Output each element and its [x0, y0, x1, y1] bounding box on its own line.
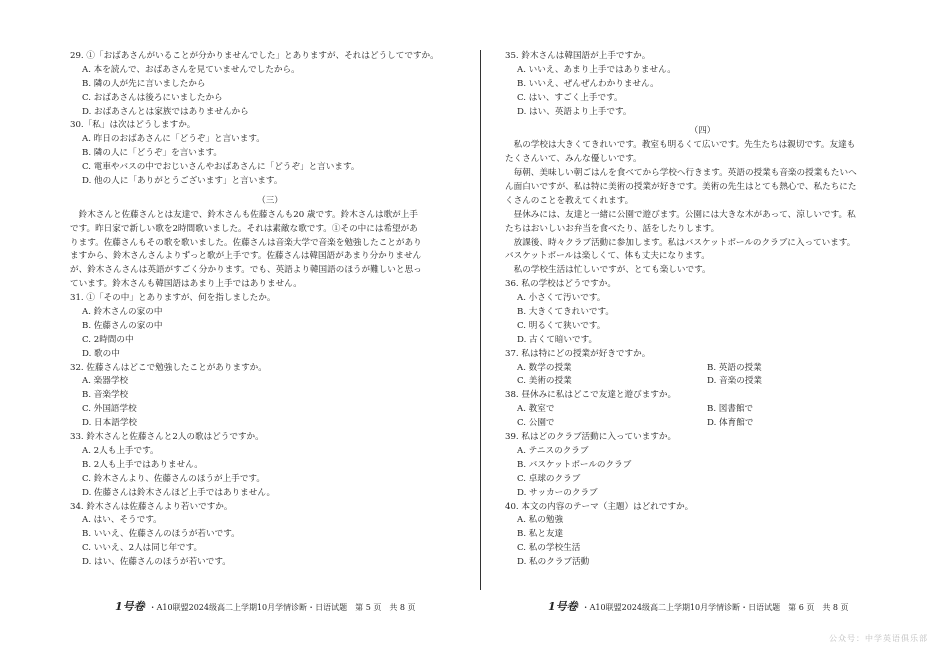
passage-line: ています。鈴木さんも韓国語はあまり上手ではありません。 [70, 279, 302, 290]
passage-line: たちはおいしいお弁当を食べたり、話をしたりします。 [505, 223, 720, 234]
passage-line: ります。佐藤さんもその歌を歌いました。佐藤さんは音楽大学で音楽を勉強したことがあり [70, 237, 422, 248]
answer-option: C. いいえ、2人は同じ年です。 [82, 543, 203, 554]
answer-option: D. 歌の中 [82, 348, 120, 359]
passage-line: 鈴木さんと佐藤さんとは友達で、鈴木さんも佐藤さんも20 歳です。鈴木さんは歌が上手 [70, 209, 418, 220]
answer-option: C. 鈴木さんより、佐藤さんのほうが上手です。 [82, 473, 265, 484]
question-stem: 32. 佐藤さんはどこで勉強したことがありますか。 [70, 362, 267, 373]
answer-option: B. 隣の人が先に言いましたから [82, 78, 206, 89]
answer-option: D. 日本語学校 [82, 418, 138, 429]
answer-option: C. 卓球のクラブ [517, 473, 581, 484]
question-stem: 36. 私の学校はどうですか。 [505, 279, 616, 290]
answer-option: B. いいえ、佐藤さんのほうが若いです。 [82, 529, 240, 540]
passage-line: 昼休みには、友達と一緒に公園で遊びます。公園には大きな木があって、涼しいです。私 [505, 209, 856, 220]
answer-option: B. 私と友達 [517, 529, 564, 540]
reading-passage [70, 209, 470, 292]
answer-option: C. 公園で [517, 418, 555, 429]
answer-option: A. はい、そうです。 [82, 515, 162, 526]
answer-option: D. はい、佐藤さんのほうが若いです。 [82, 557, 231, 568]
answer-option: C. 私の学校生活 [517, 543, 581, 554]
question-stem: 29. ①「おばあさんがいることが分かりませんでした」とありますが、それはどうしてですか。 [70, 51, 439, 61]
answer-option: B. 大きくてきれいです。 [517, 307, 615, 318]
answer-option: B. バスケットボールのクラブ [517, 459, 632, 470]
answer-option: C. 2時間の中 [82, 334, 134, 345]
answer-option: B. いいえ、ぜんぜんわかりません。 [517, 78, 659, 89]
answer-option: C. 電車やバスの中でおじいさんやおばあさんに「どうぞ」と言います。 [82, 162, 360, 173]
reading-passage [505, 139, 900, 278]
section-title: （四） [689, 126, 716, 137]
answer-option: D. はい、英語より上手です。 [517, 106, 632, 117]
exam-logo: 1号卷 [548, 600, 578, 613]
passage-line: たくさんいて、みんな優しいです。 [505, 154, 642, 165]
question-stem: 39. 私はどのクラブ活動に入っていますか。 [505, 432, 677, 443]
answer-option: B. 音楽学校 [82, 390, 129, 401]
passage-line: 毎朝、美味しい朝ごはんを食べてから学校へ行きます。英語の授業も音楽の授業もたいへ [505, 168, 857, 179]
answer-option: A. 2人も上手です。 [82, 445, 159, 456]
answer-option: A. 数学の授業 [517, 362, 572, 373]
answer-option: A. 鈴木さんの家の中 [82, 307, 163, 318]
answer-option: D. 音楽の授業 [707, 376, 763, 387]
answer-option: A. 昨日のおばあさんに「どうぞ」と言います。 [82, 134, 265, 145]
passage-line: です。昨日家で新しい歌を2時間歌いました。それは素敵な歌です。①その中には希望があ [70, 223, 418, 234]
question-stem: 34. 鈴木さんは佐藤さんより若いですか。 [70, 501, 233, 512]
passage-line: 放課後、時々クラブ活動に参加します。私はバスケットボールのクラブに入っています。 [505, 237, 856, 248]
answer-option: D. 他の人に「ありがとうございます」と言います。 [82, 176, 283, 187]
answer-option: D. 私のクラブ活動 [517, 557, 590, 568]
answer-option: D. 佐藤さんは鈴木さんほど上手ではありません。 [82, 487, 276, 498]
passage-line: が、鈴木さんさんは英語がすごく分かります。でも、英語より韓国語のほうが難しいと思っ [70, 265, 422, 276]
answer-option: D. おばあさんとは家族ではありませんから [82, 106, 249, 117]
question-stem: 38. 昼休みに私はどこで友達と遊びますか。 [505, 390, 677, 401]
passage-line: 私の学校は大きくてきれいです。教室も明るくて広いです。先生たちは親切です。友達も [505, 140, 856, 151]
answer-option: A. 私の勉強 [517, 515, 564, 526]
question-stem: 40. 本文の内容のテーマ（主題）はどれですか。 [505, 501, 694, 512]
answer-option: D. サッカーのクラブ [517, 487, 598, 498]
answer-option: D. 古くて暗いです。 [517, 334, 598, 345]
question-stem: 31. ①「その中」とありますが、何を指しましたか。 [70, 293, 276, 304]
right-page-column [505, 50, 900, 570]
passage-line: ん面白いですが、私は特に美術の授業が好きです。美術の先生はとても熱心で、私たちにた [505, 182, 857, 193]
page-footer [548, 598, 849, 614]
page-footer [115, 598, 416, 614]
question-stem: 35. 鈴木さんは韓国語が上手ですか。 [505, 51, 651, 61]
answer-option: B. 図書館で [707, 404, 754, 415]
answer-option: B. 2人も上手ではありません。 [82, 459, 203, 470]
answer-option: A. テニスのクラブ [517, 445, 589, 456]
left-page-column [70, 50, 470, 570]
passage-line: 私の学校生活は忙しいですが、とても楽しいです。 [505, 265, 711, 276]
answer-option: A. 楽器学校 [82, 376, 129, 387]
question-stem: 33. 鈴木さんと佐藤さんと2人の歌はどうですか。 [70, 432, 264, 443]
answer-option: C. 明るくて狭いです。 [517, 320, 606, 331]
answer-option: C. 美術の授業 [517, 376, 572, 387]
answer-option: B. 隣の人に「どうぞ」を言います。 [82, 148, 222, 159]
column-divider [480, 50, 481, 590]
passage-line: くさんのことを教えてくれます。 [505, 195, 634, 206]
answer-option: A. 小さくて汚いです。 [517, 293, 606, 304]
footer-text: ・A10联盟2024级高二上学期10月学情诊断・日语试题 第 6 页 共 8 页 [581, 603, 849, 612]
answer-option: A. 本を読んで、おばあさんを見ていませんでしたから。 [82, 64, 300, 75]
section-title: （三） [257, 195, 283, 206]
exam-logo: 1号卷 [115, 600, 145, 613]
answer-option: D. 体育館で [707, 418, 754, 429]
question-stem: 37. 私は特にどの授業が好きですか。 [505, 348, 651, 359]
footer-text: ・A10联盟2024级高二上学期10月学情诊断・日语试题 第 5 页 共 8 页 [148, 603, 416, 612]
answer-option: A. いいえ、あまり上手ではありません。 [517, 64, 676, 75]
answer-option: A. 教室で [517, 404, 555, 415]
answer-option: B. 英語の授業 [707, 362, 762, 373]
passage-line: バスケットボールは楽しくて、体も丈夫になります。 [505, 251, 710, 262]
answer-option: C. はい、すごく上手です。 [517, 92, 623, 103]
passage-line: ますから、鈴木さんさんよりずっと歌が上手です。佐藤さんは韓国語があまり分かりません [70, 251, 422, 262]
answer-option: C. おばあさんは後ろにいましたから [82, 92, 223, 103]
answer-option: C. 外国語学校 [82, 404, 137, 415]
watermark: 公众号：中学英语俱乐部 [829, 634, 928, 643]
question-stem: 30.「私」は次はどうしますか。 [70, 120, 196, 131]
answer-option: B. 佐藤さんの家の中 [82, 320, 163, 331]
